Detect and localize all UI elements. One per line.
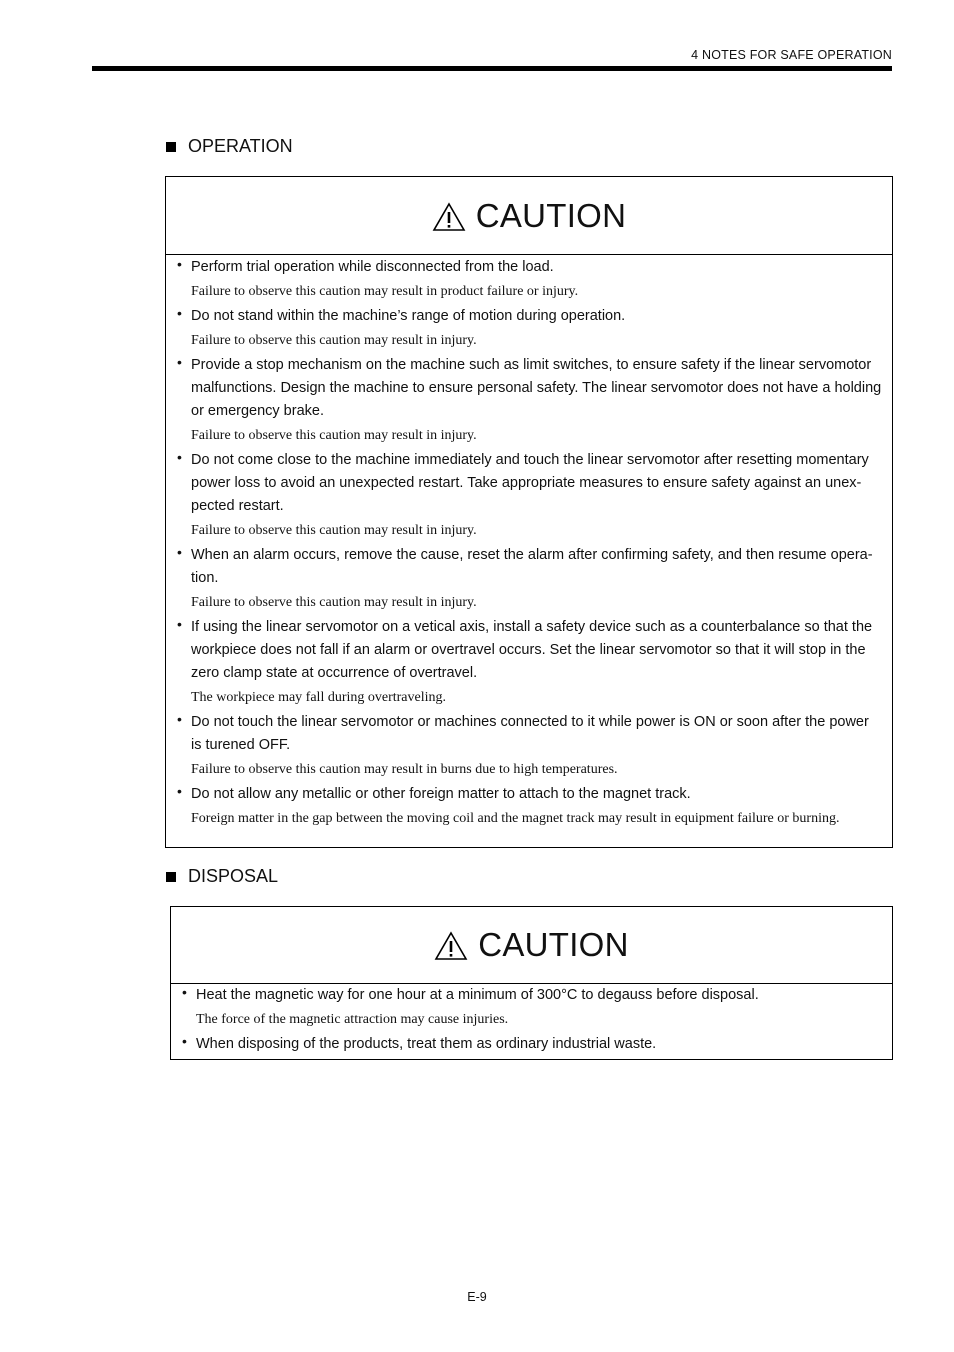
square-bullet-icon [166,872,176,882]
chapter-header: 4 NOTES FOR SAFE OPERATION [691,48,892,62]
caution-text: Do not touch the linear servomotor or machines connected to it while power is ON or soon after the power is turened OFF. [191,714,869,753]
caution-consequence: Failure to observe this caution may result in injury. [191,523,477,538]
square-bullet-icon [166,142,176,152]
caution-text: If using the linear servomotor on a vetical axis, install a safety device such as a counterbalance so that the workpiece does not fall if an alarm or overtravel occurs. Set the linear servomotor so that it will stop in the zero clamp state at occurrence of overtravel. [191,619,873,681]
caution-consequence: Failure to observe this caution may result in burns due to high temperatures. [191,762,618,777]
section-heading-disposal [166,866,278,887]
list-item [171,1033,892,1056]
list-item [166,783,892,828]
caution-consequence: Failure to observe this caution may result in product failure or injury. [191,284,579,299]
bullet-dot-icon: • [177,783,182,799]
operation-caution-box [165,176,893,848]
operation-caution-list [166,255,892,828]
section-heading-operation [166,136,293,157]
disposal-caution-list [171,984,892,1056]
caution-text: Heat the magnetic way for one hour at a minimum of 300°C to degauss before disposal. [196,987,759,1003]
caution-text: Provide a stop mechanism on the machine such as limit switches, to ensure safety if the linear servomotor malfunctions. Design the machine to ensure personal safety. The linear servomotor does not have a holding or emergency brake. [191,357,882,419]
bullet-dot-icon: • [177,544,182,560]
caution-text: Do not come close to the machine immediately and touch the linear servomotor after resetting momentary power loss to avoid an unexpected restart. Take appropriate measures to ensure safety against an unex-pected restart. [191,452,869,514]
list-item [166,354,892,445]
caution-text: When an alarm occurs, remove the cause, reset the alarm after confirming safety, and then resume opera-tion. [191,547,873,586]
caution-text: When disposing of the products, treat them as ordinary industrial waste. [196,1036,657,1052]
caution-header [171,907,892,984]
bullet-dot-icon: • [177,449,182,465]
list-item [166,711,892,779]
page-number: E-9 [467,1290,487,1304]
caution-text: Do not stand within the machine’s range of motion during operation. [191,308,626,324]
caution-text: Perform trial operation while disconnected from the load. [191,259,554,275]
caution-consequence: Failure to observe this caution may result in injury. [191,428,477,443]
caution-title: CAUTION [478,926,629,963]
bullet-dot-icon: • [177,354,182,370]
caution-consequence: Failure to observe this caution may result in injury. [191,333,477,348]
section-heading-label: DISPOSAL [188,866,279,886]
bullet-dot-icon: • [177,305,182,321]
section-heading-label: OPERATION [188,136,293,156]
bullet-dot-icon: • [177,616,182,632]
header-rule [92,66,892,71]
list-item [166,616,892,707]
caution-text: Do not allow any metallic or other foreign matter to attach to the magnet track. [191,786,691,802]
warning-triangle-icon [434,931,468,961]
caution-title: CAUTION [475,196,627,234]
list-item [166,305,892,350]
list-item [166,544,892,612]
caution-consequence: Foreign matter in the gap between the moving coil and the magnet track may result in equipment failure or burning. [191,811,840,826]
list-item [166,449,892,540]
bullet-dot-icon: • [177,711,182,727]
bullet-dot-icon: • [182,1033,187,1049]
warning-triangle-icon [432,202,466,232]
caution-consequence: The workpiece may fall during overtraveling. [191,690,447,705]
list-item [166,256,892,301]
caution-header [166,177,892,255]
bullet-dot-icon: • [182,984,187,1000]
caution-consequence: Failure to observe this caution may result in injury. [191,595,477,610]
bullet-dot-icon: • [177,256,182,272]
list-item [171,984,892,1029]
disposal-caution-box [170,906,893,1060]
caution-consequence: The force of the magnetic attraction may cause injuries. [196,1012,509,1027]
